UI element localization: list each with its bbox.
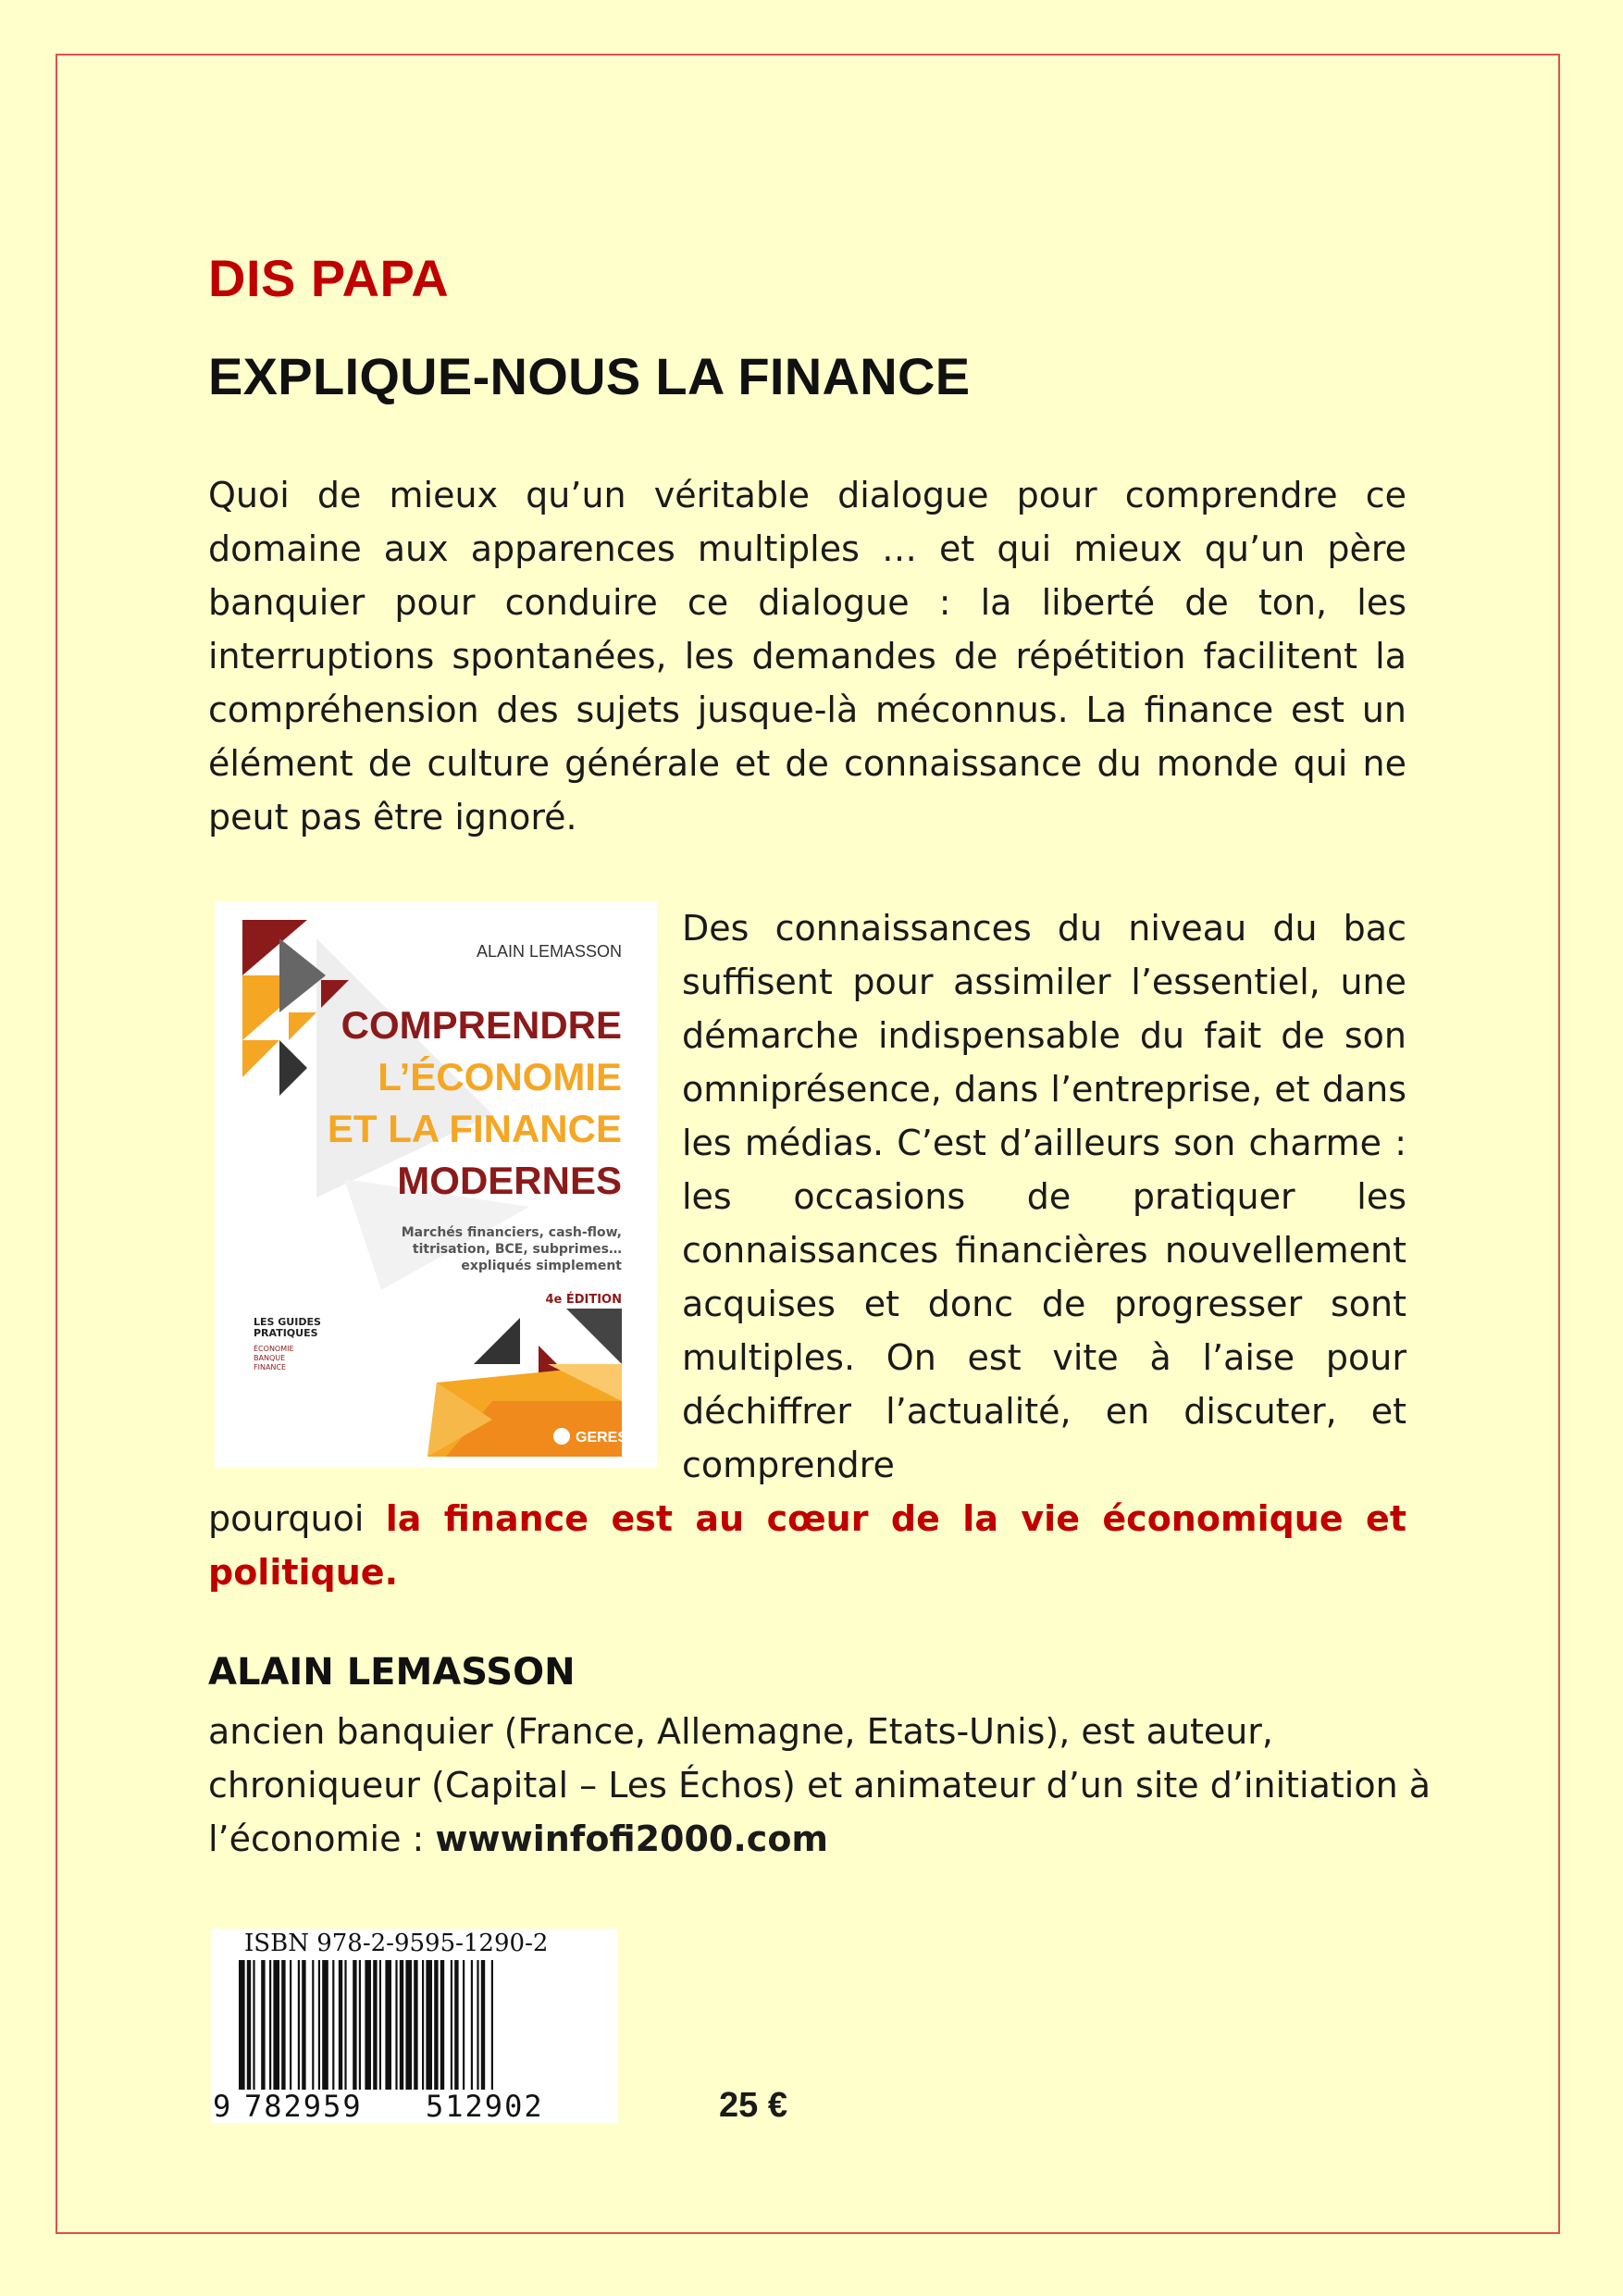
gereso-logo-icon	[553, 1428, 570, 1445]
author-name: ALAIN LEMASSON	[208, 1651, 576, 1694]
barcode-graphic	[211, 1929, 618, 2123]
isbn-text: ISBN 978-2-9595-1290-2	[244, 1930, 549, 1957]
title-line-1: DIS PAPA	[208, 249, 450, 307]
side-paragraph: Des connaissances du niveau du bac suffisent pour assimiler l’essentiel, une démarche indispensable du fait de son omniprésence, dans l’entreprise, et dans les médias. C’est d’ailleurs son charme : les occasions de pratiquer les connaissances financières nouvellement acquises et donc de progresser sont multiples. On est vite à l’aise pour déchiffrer l’actualité, en discuter, et comprendre	[682, 908, 1406, 1485]
barcode-bar	[379, 1960, 381, 2090]
barcode-bar	[426, 1960, 432, 2090]
title-line-2: EXPLIQUE-NOUS LA FINANCE	[208, 347, 971, 405]
cover-series-cat-1: ÉCONOMIE	[254, 1345, 294, 1353]
barcode-bar	[422, 1960, 424, 2090]
barcode-bar	[454, 1960, 458, 2090]
barcode-bar	[339, 1960, 342, 2090]
barcode-bar	[344, 1960, 346, 2090]
cover-series-line-1: LES GUIDES	[254, 1316, 321, 1328]
barcode-bar	[247, 1960, 251, 2090]
cover-title-line-3: ET LA FINANCE	[327, 1107, 622, 1150]
barcode-bar	[322, 1960, 328, 2090]
barcode-bar	[481, 1960, 485, 2090]
isbn-barcode	[211, 1929, 618, 2123]
conclusion-highlight: la finance est au cœur de la vie économique et politique.	[208, 1498, 1406, 1593]
barcode-bar	[302, 1960, 305, 2090]
conclusion-start: pourquoi	[208, 1498, 386, 1539]
cover-edition: 4e ÉDITION	[545, 1293, 622, 1307]
barcode-bar	[253, 1960, 254, 2090]
author-website: wwwinfofi2000.com	[435, 1818, 829, 1859]
barcode-bar	[400, 1960, 403, 2090]
author-bio	[208, 1705, 1457, 1866]
barcode-bar	[373, 1960, 377, 2090]
barcode-bar	[332, 1960, 334, 2090]
barcode-bar	[312, 1960, 314, 2090]
barcode-bar	[365, 1960, 371, 2090]
cover-title-line-1: COMPRENDRE	[341, 1003, 622, 1047]
bio-text: ancien banquier (France, Allemagne, Etats-Unis), est auteur, chroniqueur (Capital – Les Échos) et animateur d’un site d’initiation à l’économie :	[208, 1711, 1431, 1859]
barcode-digits-group-2: 512902	[426, 2089, 544, 2123]
cover-series-line-2: PRATIQUES	[254, 1327, 318, 1339]
cover-series-cat-2: BANQUE	[254, 1354, 286, 1362]
barcode-bars	[239, 1960, 493, 2090]
barcode-bar	[290, 1960, 291, 2090]
barcode-digits-group-1: 782959	[244, 2089, 363, 2123]
book-cover-illustration	[215, 901, 657, 1468]
barcode-bar	[405, 1960, 412, 2090]
barcode-bar	[298, 1960, 300, 2090]
barcode-bar	[440, 1960, 444, 2090]
barcode-bar	[359, 1960, 361, 2090]
barcode-bar	[353, 1960, 356, 2090]
barcode-bar	[471, 1960, 473, 2090]
cover-author: ALAIN LEMASSON	[476, 942, 622, 961]
book-cover-image	[215, 901, 657, 1468]
cover-series-cat-3: FINANCE	[254, 1363, 287, 1371]
barcode-bar	[273, 1960, 279, 2090]
barcode-bar	[395, 1960, 397, 2090]
cover-subtitle-line-2: titrisation, BCE, subprimes…	[412, 1242, 622, 1257]
cover-title-line-2: L’ÉCONOMIE	[378, 1055, 622, 1098]
barcode-bar	[281, 1960, 285, 2090]
price: 25 €	[719, 2086, 787, 2125]
barcode-bar	[385, 1960, 391, 2090]
barcode-bar	[491, 1960, 493, 2090]
cover-publisher: GERESO	[576, 1430, 639, 1446]
cover-subtitle-line-3: expliqués simplement	[461, 1259, 622, 1273]
barcode-bar	[269, 1960, 271, 2090]
barcode-bar	[434, 1960, 438, 2090]
barcode-bar	[451, 1960, 452, 2090]
conclusion-paragraph	[208, 1492, 1406, 1599]
intro-paragraph: Quoi de mieux qu’un véritable dialogue pour comprendre ce domaine aux apparences multiples … et qui mieux qu’un père banquier pour conduire ce dialogue : la liberté de ton, les interruptions spontanées, les demandes de répétition facilitent la compréhension des sujets jusque-là méconnus. La finance est un élément de culture générale et de connaissance du monde qui ne peut pas être ignoré.	[208, 475, 1406, 838]
barcode-digit-first: 9	[213, 2089, 231, 2123]
barcode-bar	[463, 1960, 465, 2090]
barcode-bar	[477, 1960, 478, 2090]
barcode-bar	[239, 1960, 245, 2090]
barcode-bar	[414, 1960, 417, 2090]
barcode-bar	[318, 1960, 320, 2090]
cover-title-line-4: MODERNES	[397, 1159, 622, 1202]
cover-subtitle-line-1: Marchés financiers, cash-flow,	[401, 1225, 622, 1240]
barcode-bar	[261, 1960, 265, 2090]
